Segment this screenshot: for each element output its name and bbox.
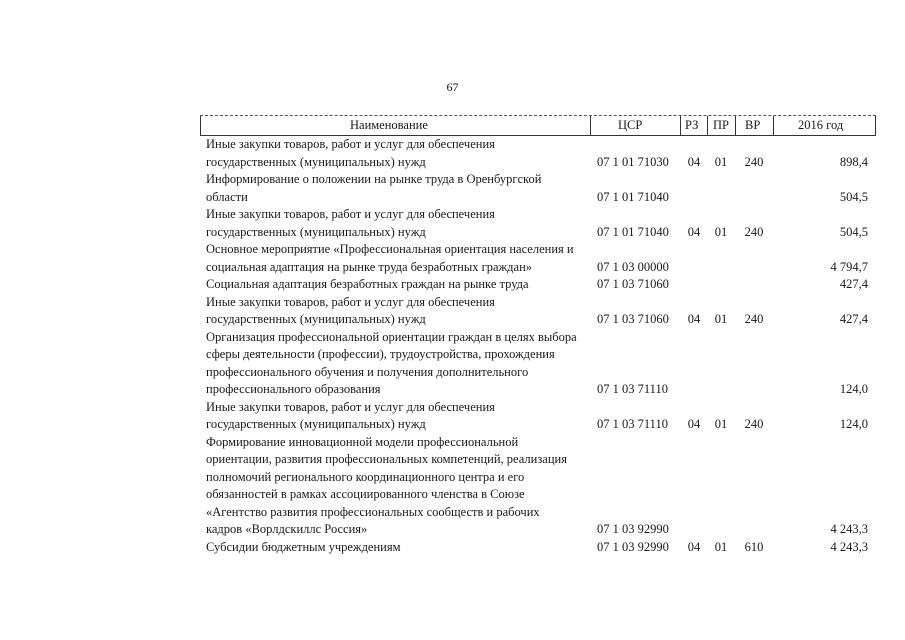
row-sum: 124,0 <box>839 382 868 396</box>
row-name-line: Социальная адаптация безработных граждан на рынке труда <box>206 277 529 291</box>
row-name <box>200 294 591 329</box>
row-sum: 4 243,3 <box>830 539 868 554</box>
row-name-line: государственных (муниципальных) нужд <box>206 417 426 431</box>
table-row <box>200 136 876 171</box>
row-sum: 504,5 <box>839 224 868 239</box>
row-name <box>200 136 591 171</box>
row-vr: 240 <box>744 312 764 326</box>
row-sum: 124,0 <box>839 417 868 431</box>
row-csr: 07 1 01 71040 <box>597 189 669 204</box>
row-name <box>200 539 591 557</box>
header-csr: ЦСР <box>618 118 643 132</box>
header-divider <box>680 116 681 135</box>
table-row <box>200 539 876 557</box>
page-number: 67 <box>446 80 459 94</box>
table-row <box>200 399 876 434</box>
row-vr: 240 <box>744 224 764 239</box>
row-name-line: профессионального образования <box>206 382 381 396</box>
row-name-line: кадров «Ворлдскиллс Россия» <box>206 522 368 536</box>
row-name-line: Основное мероприятие «Профессиональная ориентация населения и <box>206 242 574 256</box>
row-csr: 07 1 03 71110 <box>597 382 668 396</box>
row-name <box>200 276 591 294</box>
row-sum: 504,5 <box>839 189 868 204</box>
header-name: Наименование <box>350 118 428 132</box>
row-csr: 07 1 03 71060 <box>597 277 669 291</box>
row-csr: 07 1 03 71060 <box>597 312 669 326</box>
row-name-line: Иные закупки товаров, работ и услуг для обеспечения <box>206 294 495 309</box>
row-rz: 04 <box>687 312 701 326</box>
row-name-line: государственных (муниципальных) нужд <box>206 224 426 239</box>
header-pr: ПР <box>713 118 729 132</box>
row-rz: 04 <box>687 224 701 239</box>
row-csr: 07 1 03 92990 <box>597 522 669 536</box>
table-body <box>200 136 876 556</box>
table-header <box>200 115 876 136</box>
row-name-line: Иные закупки товаров, работ и услуг для обеспечения <box>206 207 495 221</box>
row-sum: 898,4 <box>839 154 868 169</box>
budget-table <box>200 115 876 556</box>
header-vr: ВР <box>745 118 761 132</box>
row-csr: 07 1 03 00000 <box>597 259 669 274</box>
row-vr: 240 <box>744 417 764 431</box>
row-name-line: Формирование инновационной модели профессиональной <box>206 434 519 449</box>
row-sum: 4 243,3 <box>830 522 868 536</box>
row-rz: 04 <box>687 539 701 554</box>
row-name-line: Субсидии бюджетным учреждениям <box>206 539 401 554</box>
row-name-line: Организация профессиональной ориентации граждан в целях выбора <box>206 329 577 344</box>
row-pr: 01 <box>714 539 728 554</box>
header-year: 2016 год <box>798 118 844 132</box>
row-name <box>200 434 591 539</box>
header-divider <box>707 116 708 135</box>
row-csr: 07 1 03 92990 <box>597 539 669 554</box>
row-name-line: Информирование о положении на рынке труда в Оренбургской <box>206 172 542 186</box>
header-divider <box>200 116 201 135</box>
row-sum: 4 794,7 <box>830 259 868 274</box>
row-csr: 07 1 01 71040 <box>597 224 669 239</box>
row-pr: 01 <box>714 224 728 239</box>
row-sum: 427,4 <box>839 277 868 291</box>
table-row <box>200 329 876 399</box>
row-name-line: Иные закупки товаров, работ и услуг для обеспечения <box>206 137 495 151</box>
row-name <box>200 241 591 276</box>
header-divider <box>875 116 876 135</box>
row-name <box>200 329 591 399</box>
row-name-line: государственных (муниципальных) нужд <box>206 154 426 169</box>
row-rz: 04 <box>687 417 701 431</box>
row-pr: 01 <box>714 154 728 169</box>
row-pr: 01 <box>714 312 728 326</box>
table-row <box>200 171 876 206</box>
header-rz: РЗ <box>685 118 699 132</box>
row-csr: 07 1 01 71030 <box>597 154 669 169</box>
row-name <box>200 171 591 206</box>
row-name-line: «Агентство развития профессиональных сообществ и рабочих <box>206 504 540 519</box>
row-name-line: государственных (муниципальных) нужд <box>206 312 426 326</box>
row-vr: 610 <box>744 539 764 554</box>
row-csr: 07 1 03 71110 <box>597 417 668 431</box>
table-row <box>200 434 876 539</box>
header-divider <box>590 116 591 135</box>
row-sum: 427,4 <box>839 312 868 326</box>
row-name-line: Иные закупки товаров, работ и услуг для обеспечения <box>206 399 495 414</box>
row-name <box>200 399 591 434</box>
row-rz: 04 <box>687 154 701 169</box>
row-name-line: ориентации, развития профессиональных компетенций, реализация <box>206 452 567 466</box>
table-row <box>200 276 876 294</box>
row-vr: 240 <box>744 154 764 169</box>
row-name-line: полномочий регионального координационного центра и его <box>206 469 525 484</box>
row-name-line: профессионального обучения и получения дополнительного <box>206 364 529 379</box>
row-pr: 01 <box>714 417 728 431</box>
table-row <box>200 294 876 329</box>
table-row <box>200 241 876 276</box>
row-name-line: социальная адаптация на рынке труда безработных граждан» <box>206 259 533 274</box>
row-name-line: области <box>206 189 248 204</box>
row-name-line: сферы деятельности (профессии), трудоустройства, прохождения <box>206 347 555 361</box>
row-name-line: обязанностей в рамках ассоциированного членства в Союзе <box>206 487 525 501</box>
header-divider <box>773 116 774 135</box>
table-row <box>200 206 876 241</box>
header-divider <box>735 116 736 135</box>
row-name <box>200 206 591 241</box>
